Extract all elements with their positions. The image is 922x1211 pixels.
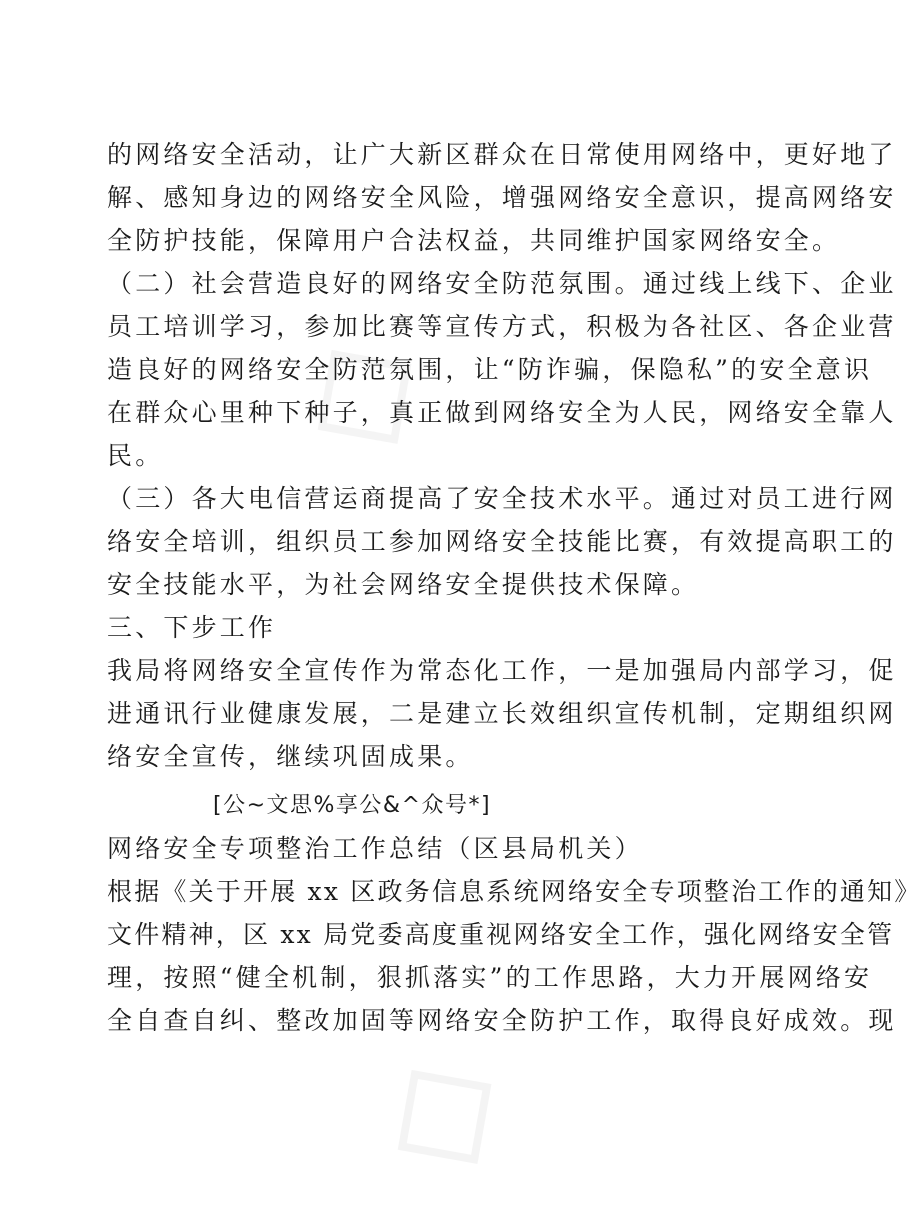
body-text-line: 在群众心里种下种子，真正做到网络安全为人民，网络安全靠人 — [107, 398, 897, 427]
document-title: 网络安全专项整治工作总结（区县局机关） — [107, 834, 643, 863]
public-account-notice: [公~文思%享公&^众号*] — [213, 793, 492, 818]
body-text-line: 全防护技能，保障用户合法权益，共同维护国家网络安全。 — [107, 226, 841, 255]
body-text-line: 文件精神，区 xx 局党委高度重视网络安全工作，强化网络安全管 — [107, 920, 895, 949]
section-heading-next-steps: 三、下步工作 — [107, 613, 277, 642]
section-heading-2: （二）社会营造良好的网络安全防范氛围。通过线上线下、企业 — [107, 269, 897, 298]
body-text-line: 民。 — [107, 441, 164, 470]
body-text-line: 造良好的网络安全防范氛围，让“防诈骗，保隐私”的安全意识 — [107, 355, 873, 384]
body-text-line: 我局将网络安全宣传作为常态化工作，一是加强局内部学习，促 — [107, 656, 897, 685]
body-text-line: 的网络安全活动，让广大新区群众在日常使用网络中，更好地了 — [107, 140, 897, 169]
body-text-line: 员工培训学习，参加比赛等宣传方式，积极为各社区、各企业营 — [107, 312, 897, 341]
body-text-line: 解、感知身边的网络安全风险，增强网络安全意识，提高网络安 — [107, 183, 897, 212]
section-heading-3: （三）各大电信营运商提高了安全技术水平。通过对员工进行网 — [107, 484, 897, 513]
body-text-line: 进通讯行业健康发展，二是建立长效组织宣传机制，定期组织网 — [107, 699, 897, 728]
body-text-line: 络安全培训，组织员工参加网络安全技能比赛，有效提高职工的 — [107, 527, 897, 556]
body-text-line: 根据《关于开展 xx 区政务信息系统网络安全专项整治工作的通知》 — [107, 877, 922, 906]
body-text-line: 安全技能水平，为社会网络安全提供技术保障。 — [107, 570, 700, 599]
body-text-line: 全自查自纠、整改加固等网络安全防护工作，取得良好成效。现 — [107, 1006, 897, 1035]
body-text-line: 理，按照“健全机制，狠抓落实”的工作思路，大力开展网络安 — [107, 963, 873, 992]
body-text-line: 络安全宣传，继续巩固成果。 — [107, 742, 474, 771]
